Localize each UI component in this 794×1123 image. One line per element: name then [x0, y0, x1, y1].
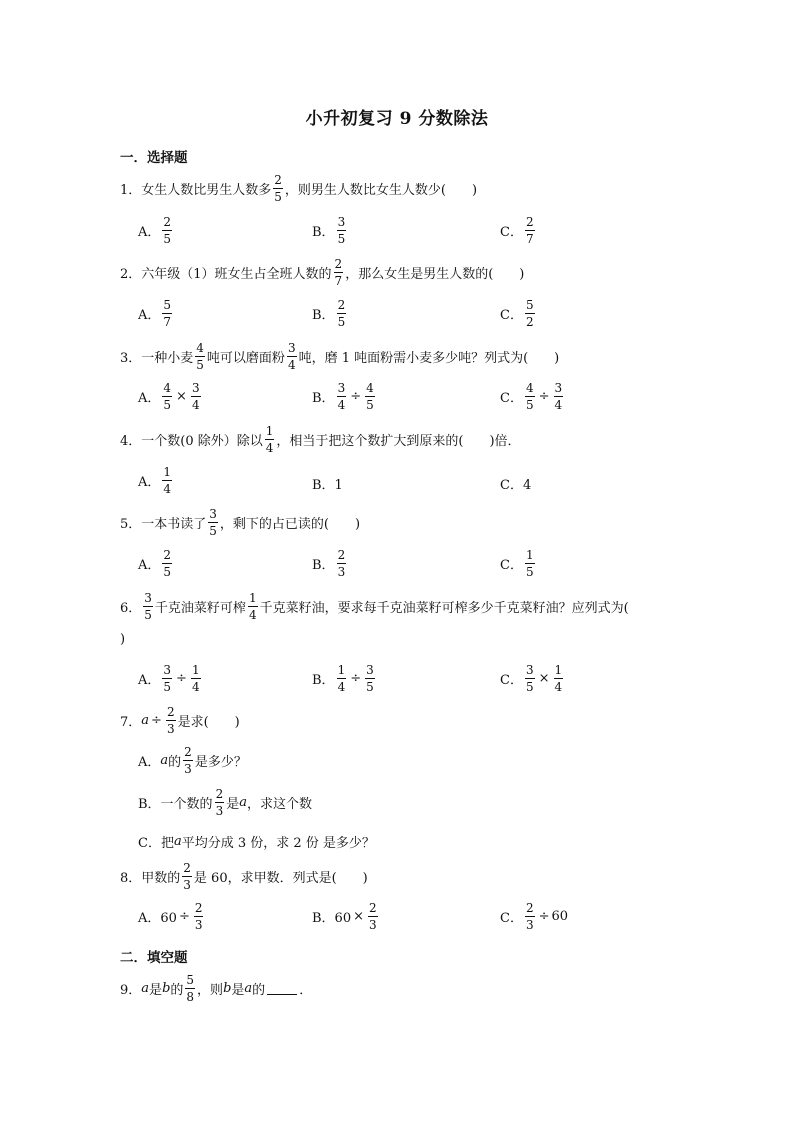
- question-1-option-b[interactable]: B． $\frac{3}{5}$: [312, 215, 346, 246]
- question-6-option-a[interactable]: A． $\frac{3}{5}$ ÷ $\frac{1}{4}$: [138, 663, 200, 694]
- question-7-option-b[interactable]: B．一个数的 $\frac{2}{3}$ 是 a ，求这个数: [138, 787, 312, 818]
- question-5-option-c[interactable]: C． $\frac{1}{5}$: [500, 548, 534, 579]
- section-fill-heading: 二．填空题: [120, 950, 188, 966]
- question-8-option-b[interactable]: B．60 × $\frac{2}{3}$: [312, 901, 377, 932]
- question-7-option-a[interactable]: A． a 的 $\frac{2}{3}$ 是多少？: [138, 745, 247, 776]
- question-6-option-c[interactable]: C． $\frac{3}{5}$ × $\frac{1}{4}$: [500, 663, 563, 694]
- question-3-option-a[interactable]: A． $\frac{4}{5}$ × $\frac{3}{4}$: [138, 381, 200, 412]
- question-1-fraction: $\frac{2}{5}$: [274, 173, 282, 204]
- question-7: 7． a ÷ $\frac{2}{3}$ 是求( ): [120, 705, 240, 736]
- page-title: 小升初复习 9 分数除法: [305, 109, 489, 129]
- question-9: 9． a 是 b 的 $\frac{5}{8}$ ，则 b 是 a 的 ．: [120, 973, 313, 1004]
- question-1-option-c[interactable]: C． $\frac{2}{7}$: [500, 215, 534, 246]
- question-8-option-a[interactable]: A．60 ÷ $\frac{2}{3}$: [138, 901, 203, 932]
- question-2-fraction: $\frac{2}{7}$: [334, 257, 343, 288]
- question-5: 5．一本书读了 $\frac{3}{5}$ ，剩下的占已读的( ): [120, 507, 361, 538]
- question-4: 4．一个数(0 除外）除以 $\frac{1}{4}$ ，相当于把这个数扩大到原来的( )倍．: [120, 424, 521, 455]
- question-5-option-b[interactable]: B． $\frac{2}{3}$: [312, 548, 346, 579]
- question-1-suffix: ，则男生人数比女生人数少( ): [284, 183, 478, 198]
- question-1-prefix: 1．女生人数比男生人数多: [120, 183, 272, 198]
- question-4-option-c[interactable]: C．4: [500, 478, 532, 493]
- question-3-option-b[interactable]: B． $\frac{3}{4}$ ÷ $\frac{4}{5}$: [312, 381, 374, 412]
- question-2-option-b[interactable]: B． $\frac{2}{5}$: [312, 298, 346, 329]
- question-8-option-c[interactable]: C． $\frac{2}{3}$ ÷ 60: [500, 901, 569, 932]
- question-4-option-a[interactable]: A． $\frac{1}{4}$: [138, 465, 172, 496]
- question-4-option-b[interactable]: B．1: [312, 478, 343, 493]
- question-3: 3．一种小麦 $\frac{4}{5}$ 吨可以磨面粉 $\frac{3}{4}$ 吨，磨 1 吨面粉需小麦多少吨？列式为( ): [120, 341, 560, 372]
- question-2-option-a[interactable]: A． $\frac{5}{7}$: [138, 298, 172, 329]
- question-7-option-c[interactable]: C．把 a 平均分成 3 份，求 2 份 是多少？: [138, 834, 375, 851]
- question-6: 6． $\frac{3}{5}$ 千克油菜籽可榨 $\frac{1}{4}$ 千克菜籽油，要求每千克油菜籽可榨多少千克菜籽油？应列式为(: [120, 591, 629, 622]
- section-choice-heading: 一．选择题: [120, 150, 188, 166]
- question-6-option-b[interactable]: B． $\frac{1}{4}$ ÷ $\frac{3}{5}$: [312, 663, 374, 694]
- question-1: [120, 174, 477, 203]
- question-8: 8．甲数的 $\frac{2}{3}$ 是 60，求甲数．列式是( ): [120, 861, 368, 892]
- question-2: 2．六年级（1）班女生占全班人数的 $\frac{2}{7}$ ，那么女生是男生人数的( ): [120, 257, 525, 288]
- answer-blank[interactable]: [267, 982, 297, 995]
- question-1-option-a[interactable]: A． $\frac{2}{5}$: [138, 215, 172, 246]
- question-2-option-c[interactable]: C． $\frac{5}{2}$: [500, 298, 534, 329]
- question-5-option-a[interactable]: A． $\frac{2}{5}$: [138, 548, 172, 579]
- question-6-continuation: ): [120, 632, 126, 647]
- question-3-option-c[interactable]: C． $\frac{4}{5}$ ÷ $\frac{3}{4}$: [500, 381, 563, 412]
